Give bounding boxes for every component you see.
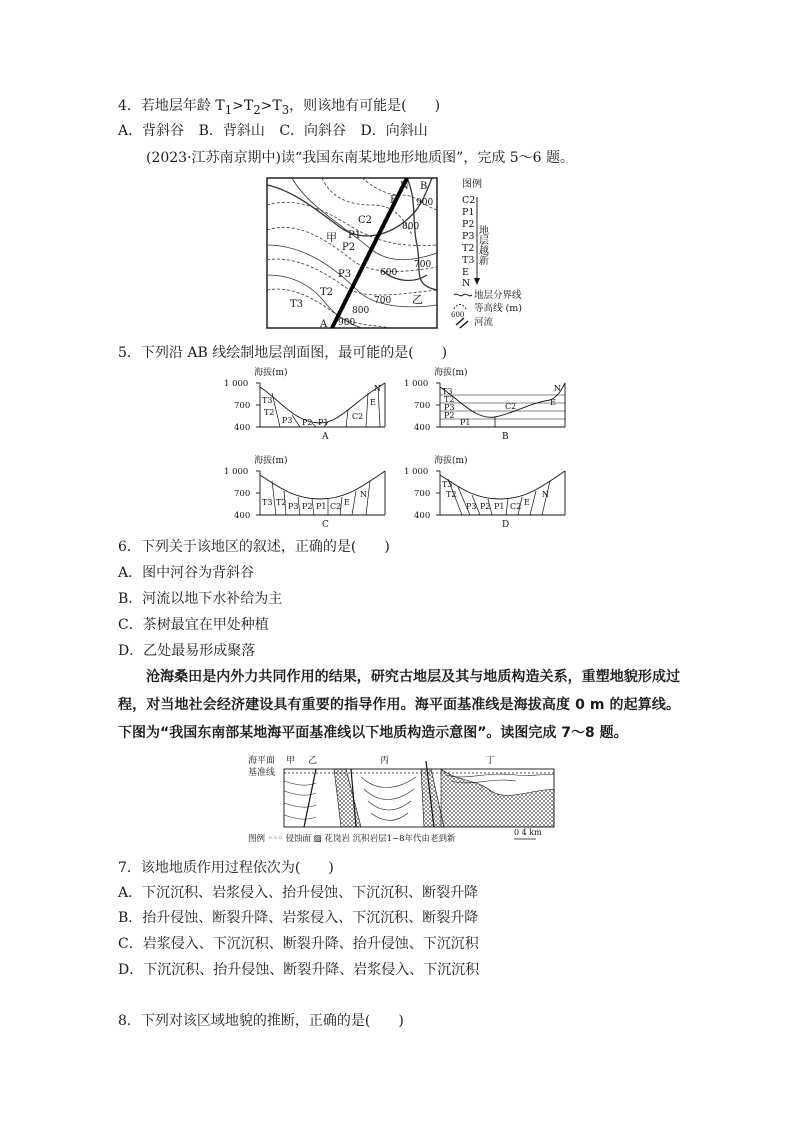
map-stratum-c2: C2 <box>358 215 373 226</box>
map-label-n: N <box>400 181 409 192</box>
legend-t3: T3 <box>462 255 475 266</box>
panel-c-tick-1000: 1 000 <box>224 467 249 477</box>
panel-a-n: N <box>374 384 381 393</box>
map-legend <box>451 177 522 328</box>
panel-d-c2: C2 <box>510 502 522 511</box>
section-label-baseline: 基准线 <box>248 768 276 778</box>
panel-a-p2: P2 <box>302 418 313 427</box>
legend-sample-value: 600 <box>451 311 465 319</box>
legend-e: E <box>462 267 469 278</box>
q4-option-a[interactable]: A．背斜谷 <box>118 123 185 139</box>
section-label-ding: 丁 <box>486 756 496 766</box>
panel-b-p3: P3 <box>444 403 455 412</box>
q8-stem: 8．下列对该区域地貌的推断，正确的是( ) <box>118 1013 404 1029</box>
legend-boundary: 地层分界线 <box>474 290 522 301</box>
panel-c-c2: C2 <box>330 502 342 511</box>
panel-d-n: N <box>542 490 549 499</box>
q4-sub1: 1 <box>224 102 233 117</box>
panel-c-p1: P1 <box>316 502 327 511</box>
geologic-map-figure <box>262 175 542 335</box>
panel-a-p1: P1 <box>318 418 329 427</box>
panel-b-tick-400: 400 <box>414 423 431 433</box>
panel-d-e: E <box>524 498 530 507</box>
q4-stem <box>118 96 440 120</box>
legend-river: 河流 <box>474 317 494 328</box>
panel-d-tick-700: 700 <box>414 489 431 499</box>
panel-d-label: D <box>502 520 510 530</box>
legend-p1: P1 <box>462 207 475 218</box>
panel-a-axis-title: 海拔(m) <box>254 368 288 378</box>
section-scale: 0 4 km <box>514 828 542 837</box>
panel-b-tick-1000: 1 000 <box>404 379 429 389</box>
legend-t2: T2 <box>462 243 475 254</box>
map-stratum-e: E <box>390 195 398 206</box>
panel-d-t2: T2 <box>446 490 457 499</box>
profile-panel-d[interactable] <box>404 454 565 530</box>
section-legend: 图例 ◦◦◦ 侵蚀面 ▨ 花岗岩 沉积岩层1~8年代由老到新 <box>248 834 456 844</box>
river-icon <box>456 318 468 328</box>
q4-option-b[interactable]: B．背斜山 <box>198 123 265 139</box>
q4-option-d[interactable]: D．向斜山 <box>360 123 428 139</box>
q5-stem: 5．下列沿 AB 线绘制地层剖面图，最可能的是( ) <box>118 345 448 361</box>
panel-a-tick-1000: 1 000 <box>224 379 249 389</box>
profile-panel-c[interactable] <box>224 454 385 530</box>
map-stratum-t2: T2 <box>320 287 334 298</box>
legend-title: 图例 <box>462 179 482 190</box>
q7-option-a[interactable]: A．下沉沉积、岩浆侵入、抬升侵蚀、下沉沉积、断裂升降 <box>118 885 479 901</box>
q7-stem: 7．该地地质作用过程依次为( ) <box>118 860 334 876</box>
q4-sub2: 2 <box>253 102 261 117</box>
panel-a-tick-700: 700 <box>234 401 251 411</box>
q4-stem-prefix: 4．若地层年龄 T <box>118 98 225 114</box>
map-label-jia: 甲 <box>326 231 337 244</box>
legend-arrowhead-icon <box>474 278 480 285</box>
panel-d-p1: P1 <box>494 502 505 511</box>
panel-d-t3: T3 <box>442 480 453 489</box>
panel-a-tick-400: 400 <box>234 423 251 433</box>
q6-option-d[interactable]: D．乙处最易形成聚落 <box>118 643 256 659</box>
panel-c-e: E <box>344 498 350 507</box>
boundary-line-icon <box>454 294 472 296</box>
map-stratum-p2: P2 <box>342 242 356 253</box>
panel-b-axis-title: 海拔(m) <box>434 368 468 378</box>
map-contour-700-right: 700 <box>414 260 432 270</box>
panel-a-t3: T3 <box>262 396 273 405</box>
profile-panel-a[interactable] <box>224 366 385 442</box>
q4-stem-suffix: ，则该地有可能是( ) <box>289 98 441 114</box>
q6-stem: 6．下列关于该地区的叙述，正确的是( ) <box>118 539 390 555</box>
panel-b-c2: C2 <box>505 402 517 411</box>
q4-stem-mid2: >T <box>260 98 282 114</box>
profile-panel-b[interactable] <box>404 366 565 442</box>
passage-7-8: 沧海桑田是内外力共同作用的结果，研究古地层及其与地质构造关系，重塑地貌形成过程，对当地社会经济建设具有重要的指导作用。海平面基准线是海拔高度 0 m 的起算线。下图为“我国东南部某地海平面基准线以下地质构造示意图”。读图完成 7～8 题。 <box>118 669 680 741</box>
map-stratum-p3: P3 <box>338 269 352 280</box>
panel-c-n: N <box>360 490 367 499</box>
legend-p2: P2 <box>462 219 475 230</box>
map-stratum-p1: P1 <box>348 230 362 241</box>
map-contour-900-bottom: 900 <box>338 318 356 328</box>
section-label-bing: 丙 <box>380 756 390 766</box>
legend-arrow-text: 地层越新 <box>476 225 488 265</box>
section-label-jia: 甲 <box>286 756 296 766</box>
panel-a-e: E <box>370 398 376 407</box>
map-stratum-t3: T3 <box>290 299 304 310</box>
q7-option-b[interactable]: B．抬升侵蚀、断裂升降、岩浆侵入、下沉沉积、断裂升降 <box>118 910 479 926</box>
q6-option-b[interactable]: B．河流以地下水补给为主 <box>118 591 283 607</box>
panel-b-t3: T3 <box>442 387 453 396</box>
cross-section-figure <box>246 751 556 846</box>
legend-p3: P3 <box>462 231 475 242</box>
panel-a-p3: P3 <box>282 416 293 425</box>
intro-5-6: (2023·江苏南京期中)读“我国东南某地地形地质图”，完成 5～6 题。 <box>146 150 575 166</box>
map-contour-900-top: 900 <box>416 198 434 208</box>
q4-sub3: 3 <box>281 102 290 117</box>
panel-d-tick-1000: 1 000 <box>404 467 429 477</box>
q5-profiles-figure <box>220 365 580 530</box>
panel-b-e: E <box>550 398 556 407</box>
q4-options <box>118 121 438 141</box>
panel-c-p3: P3 <box>288 502 299 511</box>
map-label-yi: 乙 <box>412 293 423 306</box>
panel-d-p3: P3 <box>466 502 477 511</box>
panel-c-tick-400: 400 <box>234 511 251 521</box>
panel-c-t2: T2 <box>276 498 287 507</box>
panel-b-label: B <box>502 432 509 442</box>
map-contour-800-right: 800 <box>402 222 420 232</box>
panel-b-tick-700: 700 <box>414 401 431 411</box>
q7-option-c[interactable]: C．岩浆侵入、下沉沉积、断裂升降、抬升侵蚀、下沉沉积 <box>118 936 479 952</box>
panel-a-label: A <box>322 432 329 442</box>
q6-option-a[interactable]: A．图中河谷为背斜谷 <box>118 565 255 581</box>
q7-option-d[interactable]: D．下沉沉积、抬升侵蚀、断裂升降、岩浆侵入、下沉沉积 <box>118 962 480 978</box>
panel-c-label: C <box>322 520 329 530</box>
panel-b-n: N <box>554 384 561 393</box>
section-label-yi: 乙 <box>308 756 318 766</box>
panel-d-p2: P2 <box>480 502 491 511</box>
map-label-b: B <box>420 181 428 192</box>
map-contour-600: 600 <box>380 268 398 278</box>
q6-option-c[interactable]: C．茶树最宜在甲处种植 <box>118 617 269 633</box>
map-label-a: A <box>320 319 328 330</box>
panel-b-p1: P1 <box>460 418 471 427</box>
panel-c-tick-700: 700 <box>234 489 251 499</box>
panel-c-t3: T3 <box>262 498 273 507</box>
contour-line-icon <box>454 305 466 310</box>
panel-a-c2: C2 <box>352 412 364 421</box>
legend-c2: C2 <box>462 195 476 206</box>
legend-n: N <box>462 278 471 289</box>
legend-contour: 等高线 (m) <box>474 303 522 314</box>
q4-stem-mid1: >T <box>232 98 254 114</box>
panel-c-p2: P2 <box>302 502 313 511</box>
panel-c-axis-title: 海拔(m) <box>254 456 288 466</box>
map-contour-800-bottom: 800 <box>352 306 370 316</box>
panel-b-p2: P2 <box>444 411 455 420</box>
panel-a-t2: T2 <box>264 408 275 417</box>
panel-b-t2: T2 <box>444 395 455 404</box>
panel-d-tick-400: 400 <box>414 511 431 521</box>
map-contour-700-bottom: 700 <box>374 296 392 306</box>
q4-option-c[interactable]: C．向斜谷 <box>279 123 347 139</box>
section-label-sea-level: 海平面 <box>248 756 276 766</box>
panel-d-axis-title: 海拔(m) <box>434 456 468 466</box>
